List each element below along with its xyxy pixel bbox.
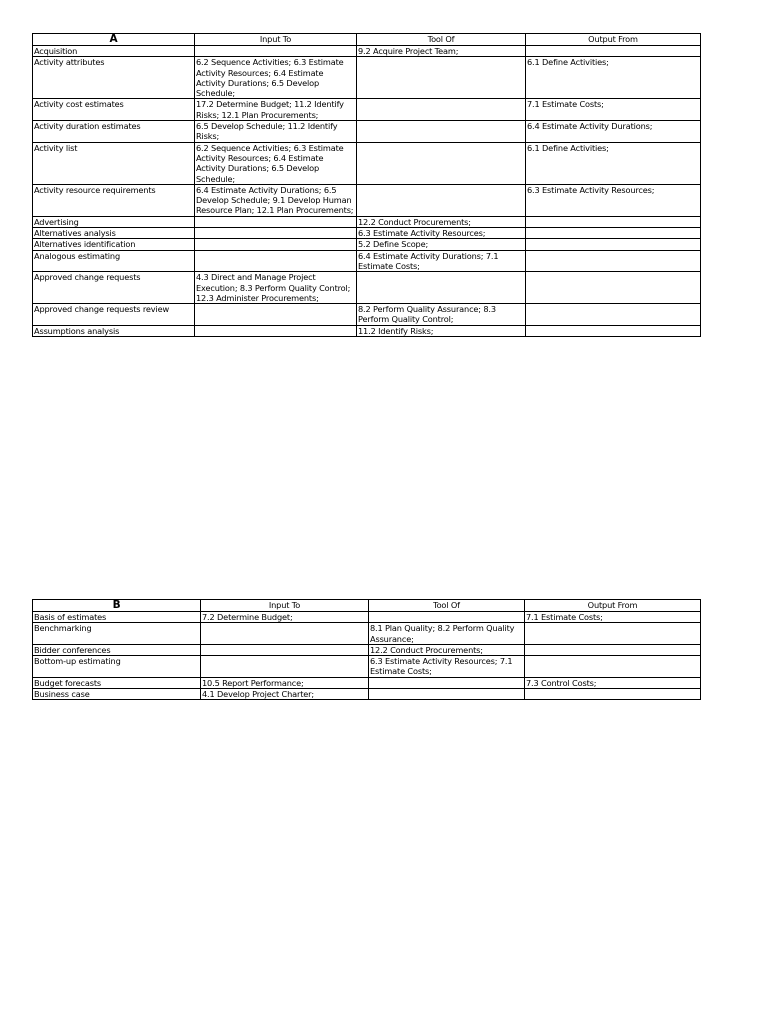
tool-of-cell: 11.2 Identify Risks; [357,325,526,336]
output-from-cell: 7.1 Estimate Costs; [525,612,701,623]
term-cell: Activity cost estimates [33,99,195,121]
table-row [33,121,701,143]
input-to-cell [195,216,357,227]
tool-of-cell [369,689,525,700]
tool-of-cell: 12.2 Conduct Procurements; [369,644,525,655]
header-input-to: Input To [195,34,357,46]
tool-of-cell [357,142,526,184]
table-row [33,228,701,239]
header-output-from: Output From [526,34,701,46]
term-cell: Activity duration estimates [33,121,195,143]
term-cell: Bottom-up estimating [33,656,201,678]
table-row [33,644,701,655]
tool-of-cell [357,272,526,304]
output-from-cell [526,250,701,272]
term-cell: Acquisition [33,46,195,57]
input-to-cell: 4.1 Develop Project Charter; [201,689,369,700]
term-cell: Basis of estimates [33,612,201,623]
input-to-cell [195,325,357,336]
table-row [33,99,701,121]
input-to-cell [201,644,369,655]
input-to-cell: 6.4 Estimate Activity Durations; 6.5 Develop Schedule; 9.1 Develop Human Resource Plan; 12.1 Plan Procurements; [195,184,357,216]
term-cell: Assumptions analysis [33,325,195,336]
table-row [33,142,701,184]
table-row [33,57,701,99]
input-to-cell: 7.2 Determine Budget; [201,612,369,623]
output-from-cell: 7.3 Control Costs; [525,677,701,688]
term-cell: Activity list [33,142,195,184]
output-from-cell [525,644,701,655]
table-row [33,250,701,272]
term-cell: Alternatives identification [33,239,195,250]
output-from-cell [526,228,701,239]
term-cell: Alternatives analysis [33,228,195,239]
tool-of-cell [357,121,526,143]
input-to-cell [201,656,369,678]
tool-of-cell: 8.1 Plan Quality; 8.2 Perform Quality Assurance; [369,623,525,645]
table-b [32,599,701,700]
input-to-cell [195,304,357,326]
output-from-cell [525,623,701,645]
table-row [33,304,701,326]
term-cell: Activity resource requirements [33,184,195,216]
header-row [33,600,701,612]
header-output-from: Output From [525,600,701,612]
output-from-cell [526,46,701,57]
tool-of-cell: 6.4 Estimate Activity Durations; 7.1 Estimate Costs; [357,250,526,272]
input-to-cell [195,239,357,250]
output-from-cell [526,216,701,227]
table-row [33,239,701,250]
section-letter: B [33,600,201,612]
output-from-cell: 6.1 Define Activities; [526,142,701,184]
table-row [33,184,701,216]
term-cell: Budget forecasts [33,677,201,688]
table-row [33,677,701,688]
term-cell: Bidder conferences [33,644,201,655]
output-from-cell [525,656,701,678]
table-row [33,689,701,700]
table-body [33,46,701,337]
tool-of-cell [357,99,526,121]
table-a [32,33,701,337]
input-to-cell [195,228,357,239]
section-letter: A [33,34,195,46]
term-cell: Analogous estimating [33,250,195,272]
input-to-cell: 17.2 Determine Budget; 11.2 Identify Risks; 12.1 Plan Procurements; [195,99,357,121]
input-to-cell: 6.2 Sequence Activities; 6.3 Estimate Activity Resources; 6.4 Estimate Activity Durations; 6.5 Develop Schedule; [195,142,357,184]
term-cell: Activity attributes [33,57,195,99]
header-input-to: Input To [201,600,369,612]
table-row [33,325,701,336]
tool-of-cell [369,612,525,623]
output-from-cell [526,325,701,336]
term-cell: Approved change requests [33,272,195,304]
tool-of-cell [369,677,525,688]
tool-of-cell: 9.2 Acquire Project Team; [357,46,526,57]
input-to-cell [195,250,357,272]
input-to-cell [201,623,369,645]
tool-of-cell: 12.2 Conduct Procurements; [357,216,526,227]
output-from-cell: 6.3 Estimate Activity Resources; [526,184,701,216]
table-body [33,612,701,700]
tool-of-cell: 5.2 Define Scope; [357,239,526,250]
table-row [33,612,701,623]
term-cell: Business case [33,689,201,700]
input-to-cell: 6.2 Sequence Activities; 6.3 Estimate Activity Resources; 6.4 Estimate Activity Durations; 6.5 Develop Schedule; [195,57,357,99]
output-from-cell: 7.1 Estimate Costs; [526,99,701,121]
tool-of-cell: 8.2 Perform Quality Assurance; 8.3 Perform Quality Control; [357,304,526,326]
tool-of-cell: 6.3 Estimate Activity Resources; [357,228,526,239]
output-from-cell: 6.1 Define Activities; [526,57,701,99]
output-from-cell [526,272,701,304]
header-tool-of: Tool Of [369,600,525,612]
table-row [33,656,701,678]
table-row [33,623,701,645]
table-row [33,46,701,57]
header-tool-of: Tool Of [357,34,526,46]
output-from-cell [526,239,701,250]
tool-of-cell [357,184,526,216]
input-to-cell: 10.5 Report Performance; [201,677,369,688]
term-cell: Approved change requests review [33,304,195,326]
table-row [33,216,701,227]
output-from-cell [525,689,701,700]
input-to-cell: 6.5 Develop Schedule; 11.2 Identify Risks; [195,121,357,143]
output-from-cell [526,304,701,326]
term-cell: Advertising [33,216,195,227]
term-cell: Benchmarking [33,623,201,645]
table-row [33,272,701,304]
input-to-cell: 4.3 Direct and Manage Project Execution; 8.3 Perform Quality Control; 12.3 Administer Procurements; [195,272,357,304]
output-from-cell: 6.4 Estimate Activity Durations; [526,121,701,143]
header-row [33,34,701,46]
tool-of-cell: 6.3 Estimate Activity Resources; 7.1 Estimate Costs; [369,656,525,678]
input-to-cell [195,46,357,57]
tool-of-cell [357,57,526,99]
